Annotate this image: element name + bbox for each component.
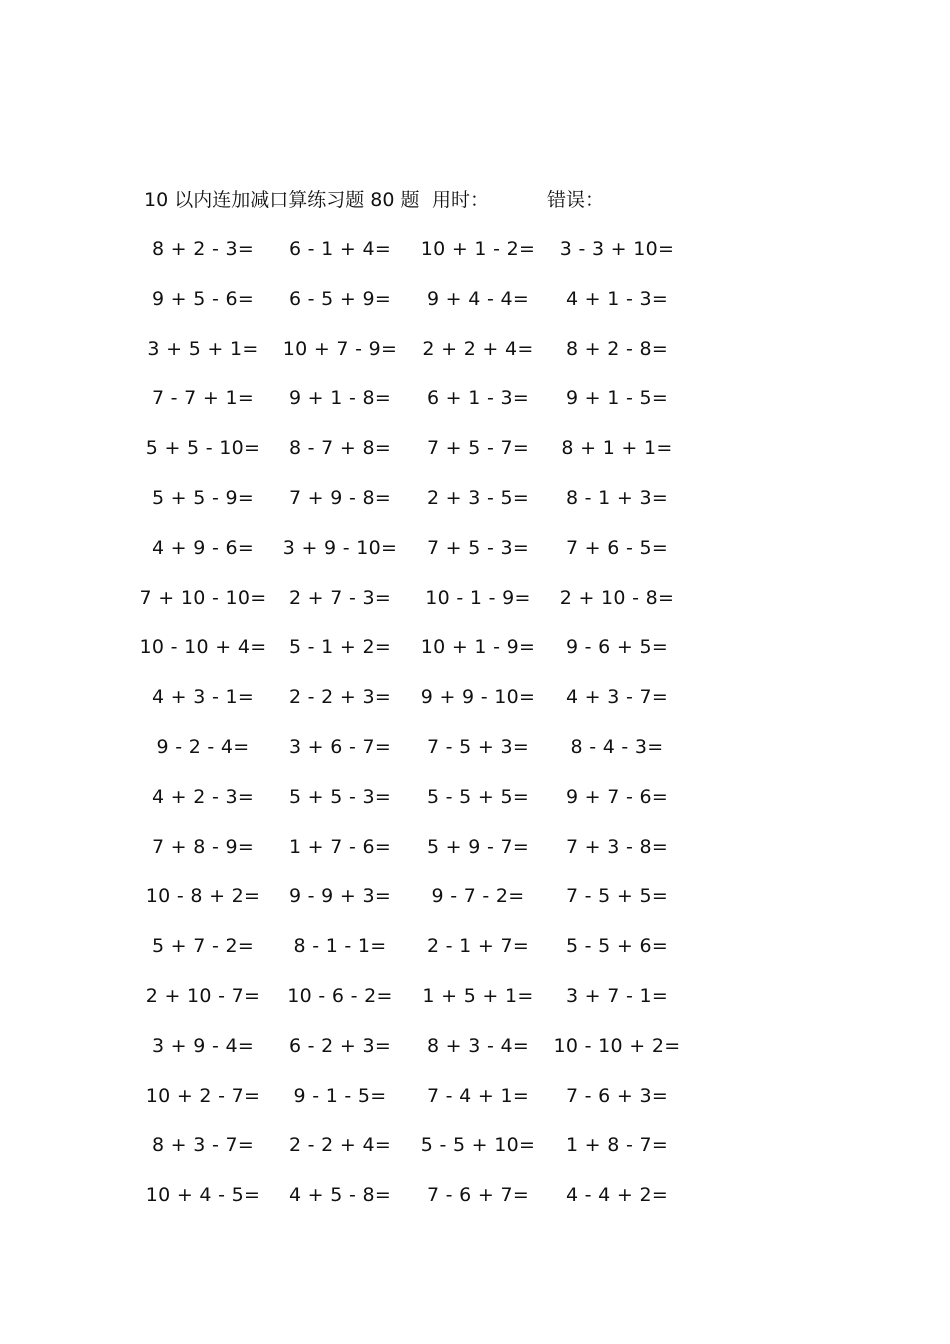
arithmetic-problem: 10 + 2 - 7= — [145, 1084, 261, 1107]
arithmetic-problem: 7 - 7 + 1= — [151, 387, 255, 410]
arithmetic-problem: 6 + 1 - 3= — [426, 387, 530, 410]
problem-row — [0, 733, 950, 783]
arithmetic-problem: 5 + 5 - 10= — [145, 437, 261, 460]
arithmetic-problem: 10 - 8 + 2= — [145, 885, 261, 908]
arithmetic-problem: 10 - 10 + 4= — [139, 636, 267, 659]
problem-row — [0, 484, 950, 534]
arithmetic-problem: 9 - 1 - 5= — [293, 1084, 387, 1107]
arithmetic-problem: 8 + 3 - 7= — [151, 1134, 255, 1157]
arithmetic-problem: 2 - 1 + 7= — [426, 935, 530, 958]
arithmetic-problem: 9 - 6 + 5= — [565, 636, 669, 659]
arithmetic-problem: 3 + 6 - 7= — [288, 735, 392, 758]
problem-row — [0, 584, 950, 634]
arithmetic-problem: 9 - 2 - 4= — [156, 735, 250, 758]
arithmetic-problem: 7 - 4 + 1= — [426, 1084, 530, 1107]
arithmetic-problem: 2 - 2 + 3= — [288, 686, 392, 709]
arithmetic-problem: 8 - 7 + 8= — [288, 437, 392, 460]
arithmetic-problem: 7 - 6 + 3= — [565, 1084, 669, 1107]
arithmetic-problem: 1 + 7 - 6= — [288, 835, 392, 858]
arithmetic-problem: 2 + 10 - 7= — [145, 984, 261, 1007]
arithmetic-problem: 8 - 4 - 3= — [570, 735, 664, 758]
problem-row — [0, 384, 950, 434]
arithmetic-problem: 7 + 10 - 10= — [139, 586, 267, 609]
problem-row — [0, 882, 950, 932]
arithmetic-problem: 9 + 9 - 10= — [420, 686, 536, 709]
arithmetic-problem: 5 + 7 - 2= — [151, 935, 255, 958]
arithmetic-problem: 3 + 9 - 10= — [282, 536, 398, 559]
arithmetic-problem: 1 + 8 - 7= — [565, 1134, 669, 1157]
arithmetic-problem: 7 + 5 - 7= — [426, 437, 530, 460]
problem-row — [0, 235, 950, 285]
arithmetic-problem: 5 + 5 - 3= — [288, 785, 392, 808]
problem-row — [0, 534, 950, 584]
arithmetic-problem: 7 + 5 - 3= — [426, 536, 530, 559]
problem-row — [0, 932, 950, 982]
arithmetic-problem: 10 + 4 - 5= — [145, 1184, 261, 1207]
arithmetic-problem: 2 + 3 - 5= — [426, 486, 530, 509]
problem-row — [0, 683, 950, 733]
problem-row — [0, 1032, 950, 1082]
arithmetic-problem: 9 - 7 - 2= — [431, 885, 525, 908]
arithmetic-problem: 4 + 3 - 1= — [151, 686, 255, 709]
arithmetic-problem: 3 + 7 - 1= — [565, 984, 669, 1007]
arithmetic-problem: 10 - 6 - 2= — [287, 984, 393, 1007]
arithmetic-problem: 10 - 1 - 9= — [425, 586, 531, 609]
arithmetic-problem: 1 + 5 + 1= — [422, 984, 534, 1007]
arithmetic-problem: 8 + 2 - 3= — [151, 238, 255, 260]
arithmetic-problem: 4 + 2 - 3= — [151, 785, 255, 808]
arithmetic-problem: 5 - 5 + 6= — [565, 935, 669, 958]
arithmetic-problem: 5 + 5 - 9= — [151, 486, 255, 509]
arithmetic-problem: 8 + 3 - 4= — [426, 1034, 530, 1057]
arithmetic-problem: 6 - 5 + 9= — [288, 287, 392, 310]
arithmetic-problem: 9 + 5 - 6= — [151, 287, 255, 310]
arithmetic-problem: 7 - 6 + 7= — [426, 1184, 530, 1207]
arithmetic-problem: 4 + 3 - 7= — [565, 686, 669, 709]
arithmetic-problem: 9 + 4 - 4= — [426, 287, 530, 310]
arithmetic-problem: 4 - 4 + 2= — [565, 1184, 669, 1207]
arithmetic-problem: 7 + 6 - 5= — [565, 536, 669, 559]
problem-row — [0, 833, 950, 883]
arithmetic-problem: 3 + 5 + 1= — [147, 337, 259, 360]
arithmetic-problem: 9 - 9 + 3= — [288, 885, 392, 908]
problem-row — [0, 783, 950, 833]
arithmetic-problem: 2 + 2 + 4= — [422, 337, 534, 360]
arithmetic-problem: 6 - 2 + 3= — [288, 1034, 392, 1057]
arithmetic-problem: 9 + 1 - 5= — [565, 387, 669, 410]
errors-label: 错误： — [547, 189, 605, 211]
arithmetic-problem: 8 + 1 + 1= — [561, 437, 673, 460]
worksheet-title: 10 以内连加减口算练习题 80 题 — [144, 189, 420, 211]
arithmetic-problem: 9 + 1 - 8= — [288, 387, 392, 410]
arithmetic-problem: 5 + 9 - 7= — [426, 835, 530, 858]
arithmetic-problem: 10 + 1 - 9= — [420, 636, 536, 659]
problem-row — [0, 1181, 950, 1231]
problem-row — [0, 1082, 950, 1132]
arithmetic-problem: 7 + 8 - 9= — [151, 835, 255, 858]
arithmetic-problem: 3 - 3 + 10= — [559, 238, 675, 260]
arithmetic-problem: 2 + 7 - 3= — [288, 586, 392, 609]
arithmetic-problem: 8 - 1 + 3= — [565, 486, 669, 509]
arithmetic-problem: 8 - 1 - 1= — [293, 935, 387, 958]
problem-row — [0, 335, 950, 385]
arithmetic-problem: 4 + 1 - 3= — [565, 287, 669, 310]
arithmetic-problem: 10 - 10 + 2= — [553, 1034, 681, 1057]
arithmetic-problem: 4 + 9 - 6= — [151, 536, 255, 559]
problem-row — [0, 633, 950, 683]
arithmetic-problem: 6 - 1 + 4= — [288, 238, 392, 260]
arithmetic-problem: 4 + 5 - 8= — [288, 1184, 392, 1207]
arithmetic-problem: 7 + 9 - 8= — [288, 486, 392, 509]
time-used-label: 用时： — [432, 189, 490, 211]
arithmetic-problem: 5 - 5 + 5= — [426, 785, 530, 808]
arithmetic-problem: 5 - 5 + 10= — [420, 1134, 536, 1157]
arithmetic-problem: 7 - 5 + 5= — [565, 885, 669, 908]
problem-grid — [0, 235, 950, 1231]
arithmetic-problem: 9 + 7 - 6= — [565, 785, 669, 808]
arithmetic-problem: 10 + 1 - 2= — [420, 238, 536, 260]
arithmetic-problem: 7 + 3 - 8= — [565, 835, 669, 858]
worksheet-header — [0, 186, 950, 214]
problem-row — [0, 434, 950, 484]
problem-row — [0, 1131, 950, 1181]
arithmetic-problem: 2 - 2 + 4= — [288, 1134, 392, 1157]
problem-row — [0, 982, 950, 1032]
problem-row — [0, 285, 950, 335]
arithmetic-problem: 5 - 1 + 2= — [288, 636, 392, 659]
arithmetic-problem: 8 + 2 - 8= — [565, 337, 669, 360]
arithmetic-problem: 10 + 7 - 9= — [282, 337, 398, 360]
arithmetic-problem: 3 + 9 - 4= — [151, 1034, 255, 1057]
arithmetic-problem: 2 + 10 - 8= — [559, 586, 675, 609]
arithmetic-problem: 7 - 5 + 3= — [426, 735, 530, 758]
